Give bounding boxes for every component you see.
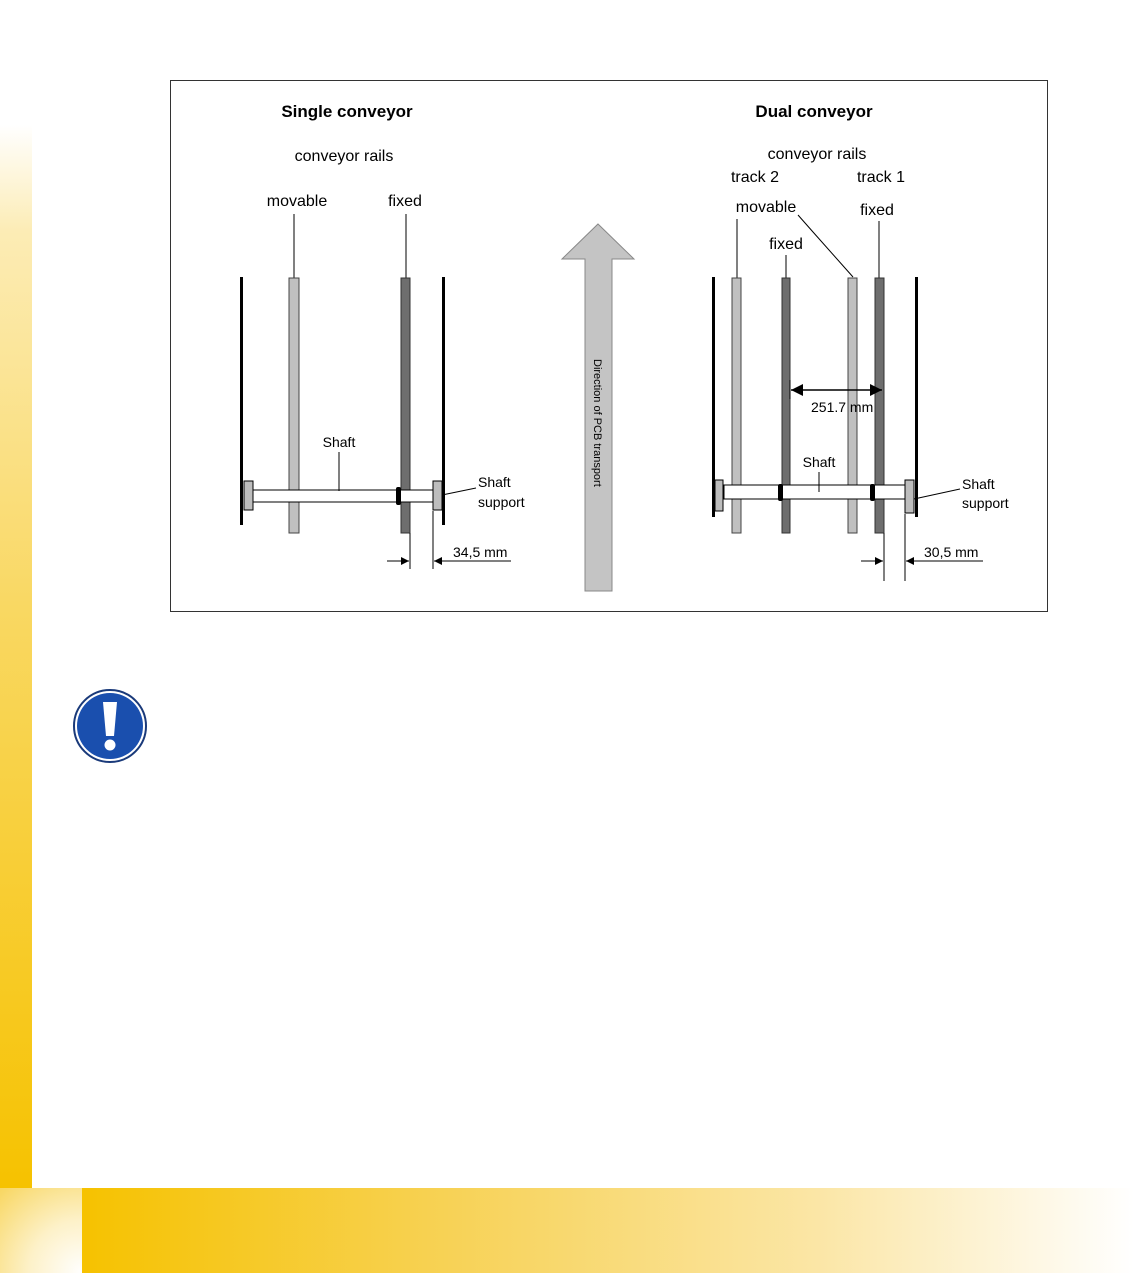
dual-shaft-label: Shaft [802,454,836,470]
dual-movable-label: movable [735,199,797,216]
bottom-accent-bar [82,1188,1134,1273]
corner-accent [0,1188,82,1273]
dual-movable-leader-right [798,215,853,277]
dual-track1-label: track 1 [856,169,906,186]
single-support-label-2: support [478,494,525,510]
single-support-leader [442,488,476,495]
single-fixed-label: fixed [388,193,422,210]
single-rails-label: conveyor rails [294,148,394,165]
single-shaft-bearing-left [244,481,253,510]
dual-title: Dual conveyor [755,102,873,121]
single-shaft-clamp [396,487,401,505]
dual-fixed-left-label: fixed [769,236,803,253]
dual-track2-label: track 2 [730,169,780,186]
dual-frame-right [915,277,918,517]
single-shaft-label: Shaft [322,434,356,450]
dual-shaft [724,485,905,499]
dual-shaft-support [905,480,914,513]
single-support-label-1: Shaft [478,474,511,490]
single-title: Single conveyor [281,102,413,121]
dual-shaft-clamp-right [870,484,875,501]
dual-fixed-right-label: fixed [860,202,894,219]
dual-shaft-clamp-left [778,484,783,501]
single-movable-label: movable [266,193,328,210]
single-shaft-support [433,481,442,510]
direction-label: Direction of PCB transport [591,359,603,487]
conveyor-diagram [171,81,1049,613]
dual-width-dimension: 251.7 mm [811,399,874,415]
single-shaft [253,490,433,502]
single-dimension: 34,5 mm [453,544,508,560]
dual-support-label-1: Shaft [962,476,995,492]
dual-support-leader [914,489,960,499]
dual-rails-label: conveyor rails [767,146,867,163]
dual-shaft-bearing-left [715,480,723,511]
dual-support-label-2: support [962,495,1009,511]
conveyor-figure [170,80,1048,612]
dual-dimension: 30,5 mm [924,544,979,560]
side-accent-bar [0,125,32,1188]
single-frame-left [240,277,243,525]
exclamation-warning-icon [72,688,148,764]
